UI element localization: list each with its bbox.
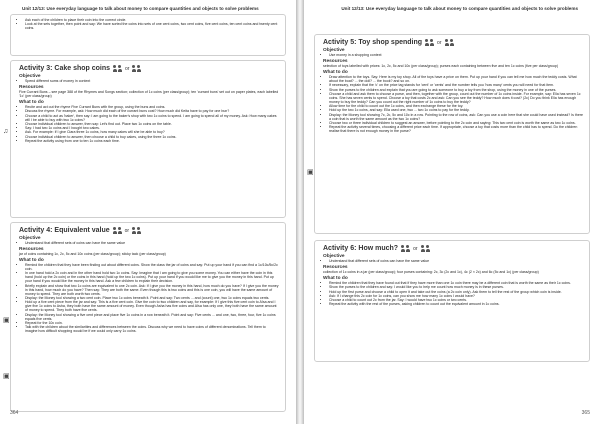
page-number-left: 364 <box>10 410 19 416</box>
list-item: • Display: the Money tool showing a five cent piece and place five 1c coins in a row beneath it. Point and say: Five cents ... and one, two, three, four, five 1c coins equals five cents. <box>25 313 279 321</box>
resources-text: jar of coins containing 1c, 2c, 5c and 10c coins (per class/group); sticky tack (per class/group) <box>19 252 166 257</box>
list-item: • Discuss the rhyme. For example, ask: How much did each of the currant buns cost? How much did Keita have to pay for one bun? <box>25 109 279 113</box>
unit-header-left: Unit 12/13: Use everyday language to talk about money to compare quantities and objects to solve problems <box>22 6 259 11</box>
group-icon <box>113 65 122 72</box>
list-item: • Remind the children that they have been finding out about different coins. Show the class the jar of coins and say: Put up your hand if you can find a 1c/10c/5c/2c coin. <box>25 263 279 271</box>
right-page <box>304 0 600 424</box>
activity-title <box>323 39 583 46</box>
list-item: • Display: the Money tool showing a two cent coin. Place two 1c coins beneath it. Point and say: Two cents ... and (count) one, two 1c coins equals two cents. <box>25 296 279 300</box>
list-item: • Repeat the activity several times, choosing a different price each time. If appropriate, choose a toy that costs more than the child has to spend. Do the children realise that there is not enough money in the purse? <box>329 125 583 133</box>
list-item: • Allow time for the child to count out the 1c coins, and then exchange these for the toy. <box>329 104 583 108</box>
book-gutter <box>296 0 304 424</box>
activity-4-card <box>10 222 286 412</box>
list-item: • Choose a child to act as 'baker', then say: I am going to the baker's shop with two 1c coins to spend. I am going to spend all of my money. Ask: How many cakes will I be able to buy with two 1c coins? <box>25 114 279 122</box>
activity-5-steps <box>323 75 583 133</box>
page-number-right: 365 <box>581 410 590 416</box>
list-item: • Talk with the children about the similarities and differences between the coins. Discuss why we need to have coins of different denominations. Tell them to imagine how difficult shopping would be if we could only carry 1c coins. <box>25 325 279 333</box>
list-item: • Show the purses to the children and explain that you are going to ask someone to buy a toy from the shop, using the money in one of the purses. <box>329 88 583 92</box>
list-item: • Briefly explain and show that two 1c coins are equivalent to one 2c coin. Ask: If I give you the money in this hand, how much do you have? If I give you the money in this hand, how much do you have? Then say: They are both the same. Even though this is two coins and this is one coin, you will have the same amount of money to spend. They are both worth two cents. <box>25 284 279 296</box>
resources-heading: Resources <box>323 264 348 270</box>
class-icon <box>421 245 430 252</box>
activity-5-card <box>314 34 590 234</box>
activity-2-continued <box>10 14 286 56</box>
objective-text: • Spend different sums of money in context <box>25 79 279 83</box>
objective-text: • Understand that different sets of coins can have the same value <box>329 259 583 263</box>
screen-icon: ▣ <box>3 373 10 380</box>
resources-text: selection of toys labelled with prices: 1c, 2c, 5c and 10c (per class/group); purses each containing between five and ten 1c coins (five per class/group) <box>323 64 559 69</box>
list-item: • Hold up the first purse and choose a child to open it and take out the coins (a 2c coin only). Ask them to tell the rest of the group which coin is inside. <box>329 290 583 294</box>
list-item: • Display: the Money tool showing 7c, 2c, 5c and 10c in a row. Pointing to the row of coins, ask: Can you use a coin here that she could have used instead? Is there a coin that is worth the same amount as the two 1c coins? <box>329 113 583 121</box>
list-item: • Choose a child and ask them to choose a purse, and then, together with the group, count out the number of 1c coins inside. For example, say: Ella has seven 1c coins. She has seven cents to spend. Choose a toy that costs 2c and ask: Can you see the teddy? How much does it cost? (2c) Do you think Ella has enough money to buy the teddy? Can you count out the right number of 1c coins to buy the teddy? <box>329 92 583 104</box>
list-item: • Say: I had two 1c coins and I bought two cakes. <box>25 126 279 130</box>
music-note-icon: ♫ <box>3 128 9 135</box>
unit-header-right: Unit 12/13: Use everyday language to talk about money to compare quantities and objects to solve problems <box>341 6 578 11</box>
activity-6-steps <box>323 281 583 306</box>
group-icon <box>401 245 410 252</box>
list-item: • Ask: If I change this 2c coin for 1c coins, can you show me how many 1c coins I would have? <box>329 294 583 298</box>
objective-heading: Objective <box>19 74 41 79</box>
activity-title <box>19 227 279 234</box>
resources-heading: Resources <box>19 246 44 252</box>
left-page <box>0 0 296 424</box>
list-item: • Hold up a five cent piece from the jar and say: This is a five cent coin. Give the coin to two children and say, for example: If I give this five cent coin to Aïsa and I give five 1c coins to Asha, they both have the same amount of money. Even though Asha has five coins and Aïsa has only one, they both have the same amount of money to spend. They both have five cents. <box>25 300 279 312</box>
or-label: or <box>124 227 130 234</box>
activity-title <box>323 245 583 252</box>
what-to-do-heading: What to do <box>19 99 44 105</box>
list-item: • In one hand hold a 2c coin and in the other hand hold two 1c coins. Say: Imagine that I am going to give you some money. You can either have the coin in this hand (hold up the 2c coin) or the coins in this hand (hold up the two 1c coins). Put up your hand if you would like me to give you the money in this hand. Put up your hand if you would like the money in this hand. Ask a few children to explain their decision. <box>25 271 279 283</box>
what-to-do-heading: What to do <box>19 257 44 263</box>
list-item: • Ask. For example: If I give Ciara three 1c coins, how many cakes will she be able to buy? <box>25 130 279 134</box>
activity-4-steps <box>19 263 279 333</box>
activity-3-title: Activity 3: Cake shop coins <box>19 65 111 72</box>
activity-3-card <box>10 60 286 218</box>
screen-icon: ▣ <box>307 169 314 176</box>
screen-icon: ▣ <box>3 317 10 324</box>
activity-2-list <box>19 18 279 30</box>
activity-3-steps <box>19 105 279 143</box>
list-item: • If necessary, explain that the 'c' on the price tag stands for 'cent' or 'cents' and the number tells you 'how many' cents you will need for that item. <box>329 83 583 87</box>
list-item: • Choose individual children to answer, then choose a child to buy cakes, using the three 1c coins. <box>25 135 279 139</box>
or-label: or <box>125 65 130 72</box>
activity-6-card <box>314 240 590 362</box>
objective-heading: Objective <box>323 48 345 53</box>
list-item: • Repeat the activity using from one to ten 1c coins each time. <box>25 139 279 143</box>
or-label: or <box>437 39 442 46</box>
list-item: • Choose a child to count out 2c from the jar. Say: I would have two 1c coins or two cents. <box>329 298 583 302</box>
class-icon <box>132 227 141 234</box>
list-item: • Show the purses to the children and say: I would like you to help me count how much money is in these purses. <box>329 285 583 289</box>
activity-6-title: Activity 6: How much? <box>323 245 399 252</box>
class-icon <box>445 39 454 46</box>
activity-4-title: Activity 4: Equivalent value <box>19 227 110 234</box>
resources-heading: Resources <box>19 84 44 90</box>
resources-heading: Resources <box>323 58 348 64</box>
list-item: • Look at the sets together, then point and say: We have sorted the coins into sets of one cent coins, two cent coins, five cent coins, ten cent coins and twenty cent coins. <box>25 22 279 30</box>
activity-5-title: Activity 5: Toy shop spending <box>323 39 423 46</box>
what-to-do-heading: What to do <box>323 275 348 281</box>
resources-text: collection of 1c coins in a jar (per class/group); four purses containing: 2c, 3c (2c and 1c), 4c (2 × 2c) and 6c (5c and 1c) (per class/group) <box>323 270 539 275</box>
activity-title <box>19 65 279 72</box>
list-item: • Draw attention to the toys. Say: Here is my toy shop. All of the toys have a price on them. Put up your hand if you can tell me how much the teddy costs. What about the boat? ... the doll? ... the book? and so on. <box>329 75 583 83</box>
list-item: • Repeat for the 10c coin. <box>25 321 279 325</box>
list-item: • Repeat the activity with the rest of the purses, asking children to count out the equivalent amount in 1c coins. <box>329 302 583 306</box>
group-icon <box>113 227 122 234</box>
list-item: • Hold up the two 1c coins, and say: Ella used one, two ... two 1c coins to pay for the teddy. <box>329 108 583 112</box>
objective-heading: Objective <box>323 254 345 259</box>
objective-heading: Objective <box>19 236 41 241</box>
objective-text: • Understand that different sets of coins can have the same value <box>25 241 279 245</box>
resources-text: Five Currant Buns – see page 388 of the Rhymes and Songs section; collection of 1c coins (per class/group); ten 'currant buns' set out on paper plates, each labelled '1c' (per class/group) <box>19 90 279 99</box>
or-label: or <box>413 245 418 252</box>
class-icon <box>132 65 141 72</box>
list-item: • Recite and act out the rhyme Five Currant Buns with the group, using the buns and coins. <box>25 105 279 109</box>
list-item: • Choose two or three individual children to suggest an answer, before pointing to the 2c coin and saying: This two cent coin is worth the same as two 1c coins. <box>329 121 583 125</box>
list-item: • Ask each of the children to place their coin into the correct circle. <box>25 18 279 22</box>
what-to-do-heading: What to do <box>323 69 348 75</box>
group-icon <box>425 39 434 46</box>
list-item: • Remind the children that they have found out that if they have more than one 1c coin there may be a different coin that is worth the same as their 1c coins. <box>329 281 583 285</box>
list-item: • Choose individual children to answer, then say: Let's find out. Place two 1c coins on the table. <box>25 122 279 126</box>
objective-text: • Use money in a shopping context <box>329 53 583 57</box>
